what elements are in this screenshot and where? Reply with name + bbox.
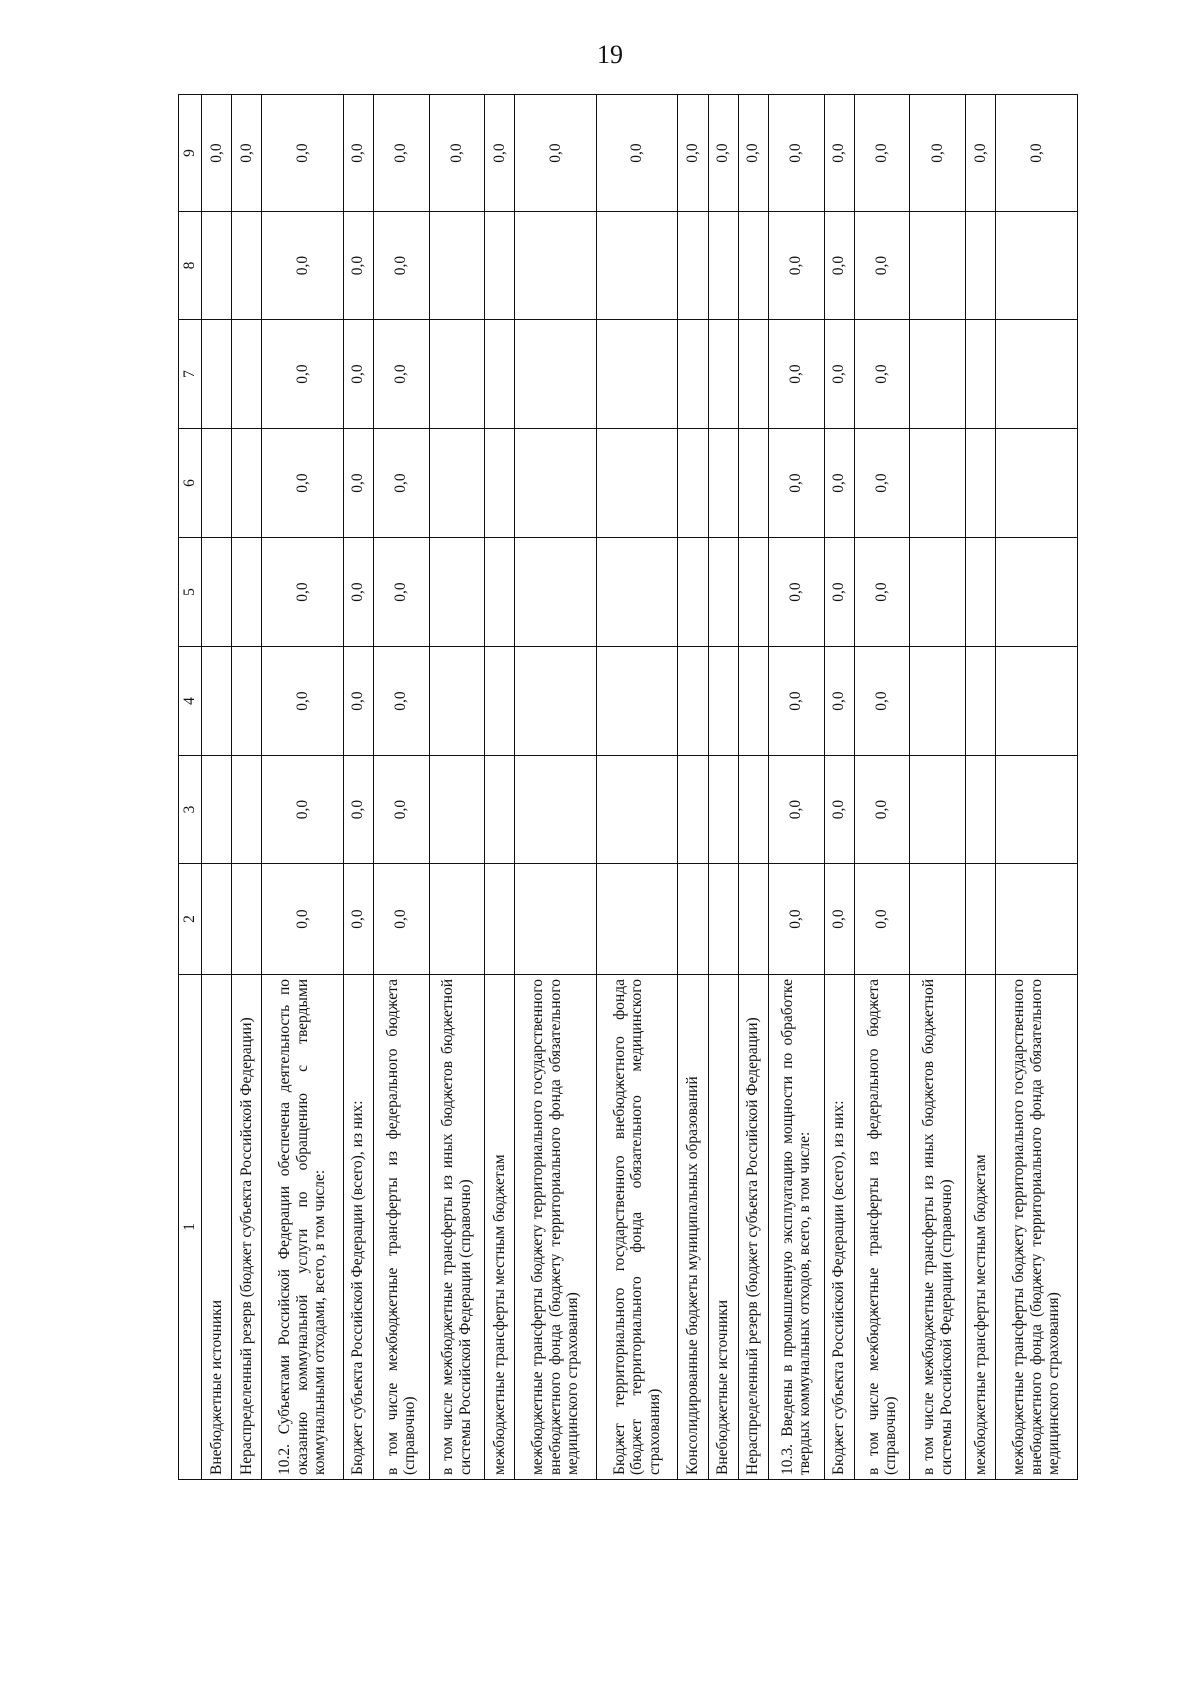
- value-cell: [429, 320, 485, 429]
- value-cell: 0,0: [768, 864, 824, 975]
- row-label: в том числе межбюджетные трансферты из федерального бюджета (справочно): [854, 975, 910, 1480]
- value-cell: [910, 429, 966, 538]
- value-cell: 0,0: [343, 212, 373, 320]
- value-cell: [738, 429, 768, 538]
- value-cell: 0,0: [824, 95, 854, 212]
- value-cell: [678, 756, 708, 864]
- value-cell: [708, 212, 738, 320]
- value-cell: 0,0: [429, 95, 485, 212]
- value-cell: 0,0: [768, 429, 824, 538]
- row-label: в том числе межбюджетные трансферты из иных бюджетов бюджетной системы Российской Федерации (справочно): [429, 975, 485, 1480]
- value-cell: 0,0: [996, 95, 1078, 212]
- value-cell: 0,0: [262, 320, 344, 429]
- value-cell: [678, 538, 708, 647]
- table-row: [708, 95, 738, 1480]
- table-row: [910, 95, 966, 1480]
- value-cell: [678, 212, 708, 320]
- value-cell: [708, 756, 738, 864]
- value-cell: [232, 212, 262, 320]
- header-cell: 1: [179, 975, 202, 1480]
- value-cell: [966, 756, 996, 864]
- value-cell: [232, 320, 262, 429]
- value-cell: 0,0: [262, 756, 344, 864]
- value-cell: 0,0: [854, 864, 910, 975]
- value-cell: [232, 538, 262, 647]
- value-cell: [429, 212, 485, 320]
- value-cell: [202, 538, 232, 647]
- value-cell: [910, 864, 966, 975]
- page-number: 19: [597, 40, 623, 69]
- value-cell: [966, 538, 996, 647]
- value-cell: 0,0: [824, 756, 854, 864]
- value-cell: [515, 212, 597, 320]
- value-cell: 0,0: [373, 429, 429, 538]
- value-cell: [966, 647, 996, 756]
- value-cell: 0,0: [262, 429, 344, 538]
- value-cell: 0,0: [854, 95, 910, 212]
- value-cell: 0,0: [738, 95, 768, 212]
- header-cell: 5: [179, 538, 202, 647]
- table-row: [824, 95, 854, 1480]
- value-cell: [708, 429, 738, 538]
- row-label: Бюджет территориального государственного внебюджетного фонда (бюджет территориального фонда обязательного медицинского страхования): [596, 975, 678, 1480]
- table-row: [232, 95, 262, 1480]
- value-cell: [232, 647, 262, 756]
- value-cell: 0,0: [343, 756, 373, 864]
- value-cell: [202, 429, 232, 538]
- value-cell: 0,0: [343, 647, 373, 756]
- table-row: [738, 95, 768, 1480]
- value-cell: 0,0: [373, 538, 429, 647]
- value-cell: 0,0: [373, 647, 429, 756]
- row-label: межбюджетные трансферты бюджету территориального государственного внебюджетного фонда (бюджету территориального фонда обязательного медицинского страхования): [515, 975, 597, 1480]
- row-label: Внебюджетные источники: [708, 975, 738, 1480]
- value-cell: [708, 864, 738, 975]
- value-cell: [596, 756, 678, 864]
- value-cell: 0,0: [232, 95, 262, 212]
- table-row: [966, 95, 996, 1480]
- value-cell: [596, 320, 678, 429]
- value-cell: [996, 429, 1078, 538]
- value-cell: [515, 429, 597, 538]
- value-cell: [996, 538, 1078, 647]
- value-cell: 0,0: [824, 647, 854, 756]
- row-label: межбюджетные трансферты местным бюджетам: [485, 975, 515, 1480]
- value-cell: [678, 429, 708, 538]
- row-label: Бюджет субъекта Российской Федерации (всего), из них:: [824, 975, 854, 1480]
- value-cell: [429, 864, 485, 975]
- value-cell: 0,0: [262, 212, 344, 320]
- row-label: Бюджет субъекта Российской Федерации (всего), из них:: [343, 975, 373, 1480]
- value-cell: [515, 864, 597, 975]
- value-cell: [202, 864, 232, 975]
- value-cell: [996, 320, 1078, 429]
- row-label: Нераспределенный резерв (бюджет субъекта Российской Федерации): [738, 975, 768, 1480]
- value-cell: 0,0: [854, 538, 910, 647]
- value-cell: [678, 864, 708, 975]
- table-row: [429, 95, 485, 1480]
- header-cell: 3: [179, 756, 202, 864]
- value-cell: [966, 212, 996, 320]
- value-cell: [485, 756, 515, 864]
- value-cell: 0,0: [824, 320, 854, 429]
- value-cell: [485, 647, 515, 756]
- value-cell: [910, 212, 966, 320]
- value-cell: [738, 320, 768, 429]
- value-cell: [429, 756, 485, 864]
- value-cell: 0,0: [262, 647, 344, 756]
- value-cell: 0,0: [768, 320, 824, 429]
- value-cell: 0,0: [515, 95, 597, 212]
- row-label: Нераспределенный резерв (бюджет субъекта Российской Федерации): [232, 975, 262, 1480]
- value-cell: [429, 429, 485, 538]
- value-cell: [708, 647, 738, 756]
- value-cell: [910, 647, 966, 756]
- table-row: [515, 95, 597, 1480]
- value-cell: [485, 864, 515, 975]
- value-cell: [515, 647, 597, 756]
- rotated-table-container: [178, 95, 1078, 1480]
- value-cell: [485, 320, 515, 429]
- value-cell: [910, 756, 966, 864]
- value-cell: [596, 212, 678, 320]
- header-cell: 6: [179, 429, 202, 538]
- value-cell: 0,0: [343, 429, 373, 538]
- header-cell: 4: [179, 647, 202, 756]
- value-cell: [596, 647, 678, 756]
- value-cell: 0,0: [768, 538, 824, 647]
- value-cell: 0,0: [373, 320, 429, 429]
- value-cell: [708, 320, 738, 429]
- value-cell: [738, 538, 768, 647]
- value-cell: 0,0: [910, 95, 966, 212]
- value-cell: [966, 429, 996, 538]
- table-row: [202, 95, 232, 1480]
- value-cell: [485, 429, 515, 538]
- value-cell: 0,0: [966, 95, 996, 212]
- row-label: Консолидированные бюджеты муниципальных образований: [678, 975, 708, 1480]
- value-cell: [996, 756, 1078, 864]
- value-cell: [738, 647, 768, 756]
- value-cell: [596, 538, 678, 647]
- value-cell: 0,0: [824, 864, 854, 975]
- value-cell: 0,0: [854, 320, 910, 429]
- value-cell: 0,0: [343, 95, 373, 212]
- value-cell: 0,0: [262, 95, 344, 212]
- value-cell: 0,0: [678, 95, 708, 212]
- value-cell: [738, 756, 768, 864]
- value-cell: 0,0: [373, 864, 429, 975]
- table-row: [596, 95, 678, 1480]
- value-cell: [596, 864, 678, 975]
- value-cell: 0,0: [373, 212, 429, 320]
- value-cell: [738, 864, 768, 975]
- value-cell: [996, 212, 1078, 320]
- value-cell: [202, 756, 232, 864]
- header-cell: 2: [179, 864, 202, 975]
- value-cell: [202, 320, 232, 429]
- value-cell: 0,0: [854, 429, 910, 538]
- table-row: [262, 95, 344, 1480]
- value-cell: 0,0: [596, 95, 678, 212]
- table-body: [202, 95, 1078, 1480]
- value-cell: [966, 320, 996, 429]
- row-label: 10.2. Субъектами Российской Федерации обеспечена деятельность по оказанию коммунальной услуги по обращению с твердыми коммунальными отходами, всего, в том числе:: [262, 975, 344, 1480]
- value-cell: 0,0: [768, 212, 824, 320]
- value-cell: [429, 538, 485, 647]
- value-cell: [708, 538, 738, 647]
- value-cell: [202, 647, 232, 756]
- value-cell: [678, 647, 708, 756]
- value-cell: [232, 756, 262, 864]
- table-row: [485, 95, 515, 1480]
- value-cell: [996, 864, 1078, 975]
- value-cell: 0,0: [854, 212, 910, 320]
- row-label: в том числе межбюджетные трансферты из федерального бюджета (справочно): [373, 975, 429, 1480]
- table-row: [996, 95, 1078, 1480]
- value-cell: 0,0: [343, 864, 373, 975]
- value-cell: [738, 212, 768, 320]
- value-cell: [485, 538, 515, 647]
- value-cell: [232, 429, 262, 538]
- row-label: межбюджетные трансферты бюджету территориального государственного внебюджетного фонда (бюджету территориального фонда обязательного медицинского страхования): [996, 975, 1078, 1480]
- value-cell: 0,0: [768, 756, 824, 864]
- header-cell: 7: [179, 320, 202, 429]
- table-row: [373, 95, 429, 1480]
- header-row: [179, 95, 202, 1480]
- row-label: Внебюджетные источники: [202, 975, 232, 1480]
- value-cell: 0,0: [768, 647, 824, 756]
- value-cell: 0,0: [262, 538, 344, 647]
- value-cell: 0,0: [768, 95, 824, 212]
- value-cell: [996, 647, 1078, 756]
- budget-table: [178, 94, 1078, 1480]
- value-cell: 0,0: [854, 756, 910, 864]
- value-cell: 0,0: [854, 647, 910, 756]
- header-cell: 9: [179, 95, 202, 212]
- value-cell: 0,0: [824, 538, 854, 647]
- value-cell: 0,0: [708, 95, 738, 212]
- value-cell: [515, 538, 597, 647]
- value-cell: 0,0: [262, 864, 344, 975]
- value-cell: 0,0: [373, 95, 429, 212]
- row-label: межбюджетные трансферты местным бюджетам: [966, 975, 996, 1480]
- table-row: [768, 95, 824, 1480]
- value-cell: [232, 864, 262, 975]
- value-cell: [910, 538, 966, 647]
- value-cell: 0,0: [824, 212, 854, 320]
- value-cell: [515, 320, 597, 429]
- value-cell: [966, 864, 996, 975]
- table-row: [678, 95, 708, 1480]
- value-cell: 0,0: [202, 95, 232, 212]
- header-cell: 8: [179, 212, 202, 320]
- value-cell: 0,0: [343, 320, 373, 429]
- row-label: в том числе межбюджетные трансферты из иных бюджетов бюджетной системы Российской Федерации (справочно): [910, 975, 966, 1480]
- value-cell: 0,0: [343, 538, 373, 647]
- value-cell: 0,0: [824, 429, 854, 538]
- value-cell: [596, 429, 678, 538]
- table-row: [343, 95, 373, 1480]
- row-label: 10.3. Введены в промышленную эксплуатацию мощности по обработке твердых коммунальных отходов, всего, в том числе:: [768, 975, 824, 1480]
- value-cell: [515, 756, 597, 864]
- table-row: [854, 95, 910, 1480]
- value-cell: 0,0: [373, 756, 429, 864]
- value-cell: [678, 320, 708, 429]
- value-cell: [202, 212, 232, 320]
- value-cell: [485, 212, 515, 320]
- value-cell: [429, 647, 485, 756]
- value-cell: 0,0: [485, 95, 515, 212]
- value-cell: [910, 320, 966, 429]
